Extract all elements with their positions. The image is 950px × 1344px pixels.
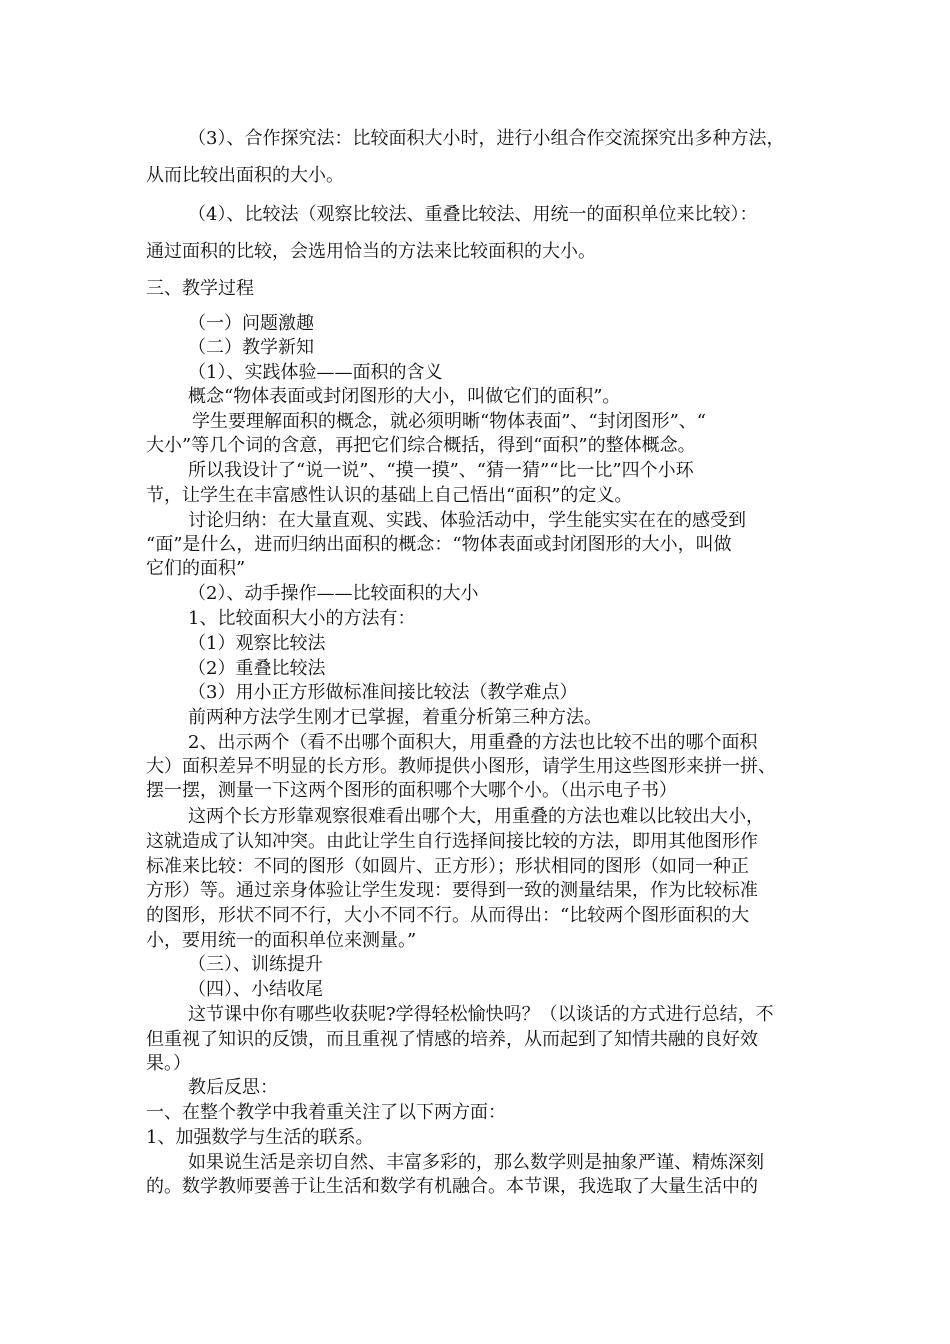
text-line: （1）、实践体验——面积的含义 (188, 362, 443, 383)
text-line: 前两种方法学生刚才已掌握，着重分析第三种方法。 (188, 707, 602, 728)
text-line: 方形）等。通过亲身体验让学生发现：要得到一致的测量结果，作为比较标准 (146, 880, 758, 901)
text-line: 小，要用统一的面积单位来测量。” (146, 930, 417, 951)
text-line: 1、比较面积大小的方法有： (188, 608, 416, 629)
text-line: 大）面积差异不明显的长方形。教师提供小图形，请学生用这些图形来拼一拼、 (146, 756, 776, 777)
text-line: 的图形，形状不同不行，大小不同不行。从而得出：“比较两个图形面积的大 (146, 905, 750, 926)
text-line: （2）重叠比较法 (188, 658, 326, 679)
text-line: 这节课中你有哪些收获呢?学得轻松愉快吗？（以谈话的方式进行总结，不 (188, 1004, 774, 1025)
text-line: （一）问题激趣 (188, 313, 314, 334)
text-line: （二）教学新知 (188, 337, 314, 358)
text-line: 通过面积的比较，会选用恰当的方法来比较面积的大小。 (146, 241, 596, 262)
text-line: 摆一摆，测量一下这两个图形的面积哪个大哪个小。（出示电子书） (146, 780, 677, 801)
text-line: 标准来比较：不同的图形（如圆片、正方形）；形状相同的图形（如同一种正 (146, 856, 749, 877)
text-line: 果。） (146, 1053, 191, 1074)
text-line: （3）用小正方形做标准间接比较法（教学难点） (188, 682, 578, 703)
text-line: 概念“物体表面或封闭图形的大小，叫做它们的面积”。 (188, 386, 621, 407)
text-line: 2、出示两个（看不出哪个面积大，用重叠的方法也比较不出的哪个面积 (188, 732, 758, 753)
text-line: 讨论归纳：在大量直观、实践、体验活动中，学生能实实在在的感受到 (188, 510, 746, 531)
text-line: 一、在整个教学中我着重关注了以下两方面： (146, 1102, 506, 1123)
text-line: 节，让学生在丰富感性认识的基础上自己悟出“面积”的定义。 (146, 485, 633, 506)
text-line: （4）、比较法（观察比较法、重叠比较法、用统一的面积单位来比较）： (188, 204, 758, 225)
text-line: （三）、训练提升 (188, 954, 323, 975)
text-line: （2）、动手操作——比较面积的大小 (188, 583, 479, 604)
text-line: 从而比较出面积的大小。 (146, 165, 344, 186)
text-line: 所以我设计了“说一说”、“摸一摸”、“猜一猜”“比一比”四个小环 (188, 460, 694, 481)
text-line: 教后反思： (188, 1077, 278, 1098)
text-line: （四）、小结收尾 (188, 979, 323, 1000)
text-line: 大小”等几个词的含意，再把它们综合概括，得到“面积”的整体概念。 (146, 435, 696, 456)
section-heading: 三、教学过程 (146, 278, 254, 299)
text-line: “面”是什么，进而归纳出面积的概念：“物体表面或封闭图形的大小，叫做 (146, 534, 732, 555)
text-line: 这就造成了认知冲突。由此让学生自行选择间接比较的方法，即用其他图形作 (146, 831, 758, 852)
text-line: 1、加强数学与生活的联系。 (146, 1127, 374, 1148)
text-line: 的。数学教师要善于让生活和数学有机融合。本节课，我选取了大量生活中的 (146, 1176, 758, 1197)
text-line: 如果说生活是亲切自然、丰富多彩的，那么数学则是抽象严谨、精炼深刻 (188, 1152, 764, 1173)
text-line: 但重视了知识的反馈，而且重视了情感的培养，从而起到了知情共融的良好效 (146, 1029, 758, 1050)
text-line: 这两个长方形靠观察很难看出哪个大，用重叠的方法也难以比较出大小， (188, 806, 764, 827)
text-line: （3）、合作探究法：比较面积大小时，进行小组合作交流探究出多种方法， (188, 128, 785, 149)
text-line: 学生要理解面积的概念，就必须明晰“物体表面”、“封闭图形”、“ (192, 411, 707, 432)
text-line: （1）观察比较法 (188, 633, 326, 654)
text-line: 它们的面积” (146, 558, 246, 579)
